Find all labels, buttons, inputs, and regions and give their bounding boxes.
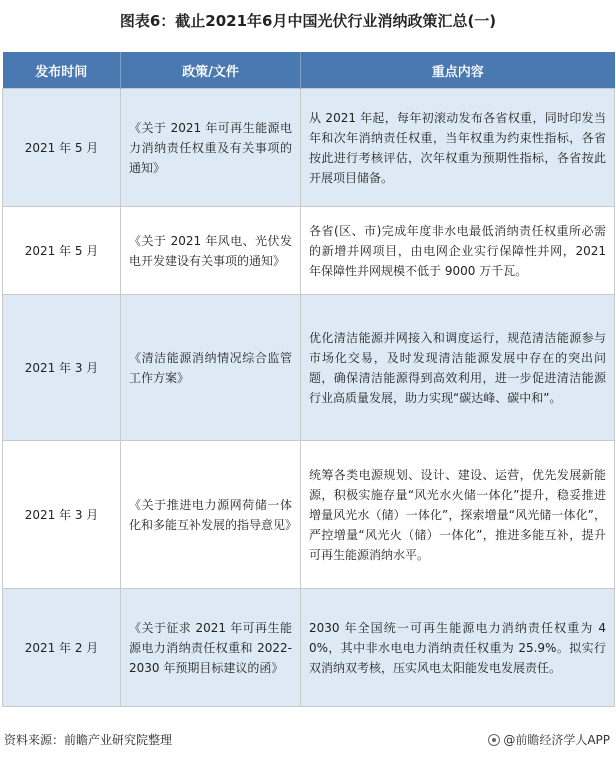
- row-policy: 《关于推进电力源网荷储一体化和多能互补发展的指导意见》: [121, 441, 301, 589]
- row-points: 从 2021 年起，每年初滚动发布各省权重，同时印发当年和次年消纳责任权重，当年权重为约束性指标，各省按此进行考核评估，次年权重为预期性指标，各省按此开展项目储备。: [301, 89, 615, 207]
- header-points: 重点内容: [301, 52, 615, 89]
- table-row: [3, 589, 615, 707]
- header-policy: 政策/文件: [121, 52, 301, 89]
- table-header-row: [3, 52, 615, 89]
- table-row: [3, 207, 615, 295]
- row-date: 2021 年 3 月: [3, 441, 121, 589]
- brand-mark: [488, 728, 610, 752]
- header-date: 发布时间: [3, 52, 121, 89]
- table-row: [3, 89, 615, 207]
- row-policy: 《清洁能源消纳情况综合监管工作方案》: [121, 295, 301, 441]
- table-row: [3, 441, 615, 589]
- brand-text: @前瞻经济学人APP: [503, 733, 610, 747]
- row-points: 统筹各类电源规划、设计、建设、运营，优先发展新能源，积极实施存量“风光水火储一体化”提升，稳妥推进增量风光水（储）一体化”，探索增量“风光储一体化”，严控增量“风光火（储）一体化”，推进多能互补，提升可再生能源消纳水平。: [301, 441, 615, 589]
- row-date: 2021 年 5 月: [3, 89, 121, 207]
- row-policy: 《关于 2021 年可再生能源电力消纳责任权重及有关事项的通知》: [121, 89, 301, 207]
- row-policy: 《关于 2021 年风电、光伏发电开发建设有关事项的通知》: [121, 207, 301, 295]
- row-points: 2030 年全国统一可再生能源电力消纳责任权重为 40%，其中非水电电力消纳责任权重为 25.9%。拟实行双消纳双考核，压实风电太阳能发电发展责任。: [301, 589, 615, 707]
- brand-logo-icon: [488, 734, 500, 746]
- row-points: 各省(区、市)完成年度非水电最低消纳责任权重所必需的新增并网项目，由电网企业实行保障性并网，2021 年保障性并网规模不低于 9000 万千瓦。: [301, 207, 615, 295]
- footer: [0, 728, 616, 752]
- row-date: 2021 年 5 月: [3, 207, 121, 295]
- row-date: 2021 年 3 月: [3, 295, 121, 441]
- page-title: 图表6：截止2021年6月中国光伏行业消纳政策汇总(一): [119, 12, 497, 30]
- row-policy: 《关于征求 2021 年可再生能源电力消纳责任权重和 2022-2030 年预期目标建议的函》: [121, 589, 301, 707]
- policy-table: [2, 52, 615, 707]
- table-row: [3, 295, 615, 441]
- row-points: 优化清洁能源并网接入和调度运行，规范清洁能源参与市场化交易，及时发现清洁能源发展中存在的突出问题，确保清洁能源得到高效利用，进一步促进清洁能源行业高质量发展，助力实现“碳达峰、碳中和”。: [301, 295, 615, 441]
- row-date: 2021 年 2 月: [3, 589, 121, 707]
- source-note: 资料来源：前瞻产业研究院整理: [4, 733, 173, 747]
